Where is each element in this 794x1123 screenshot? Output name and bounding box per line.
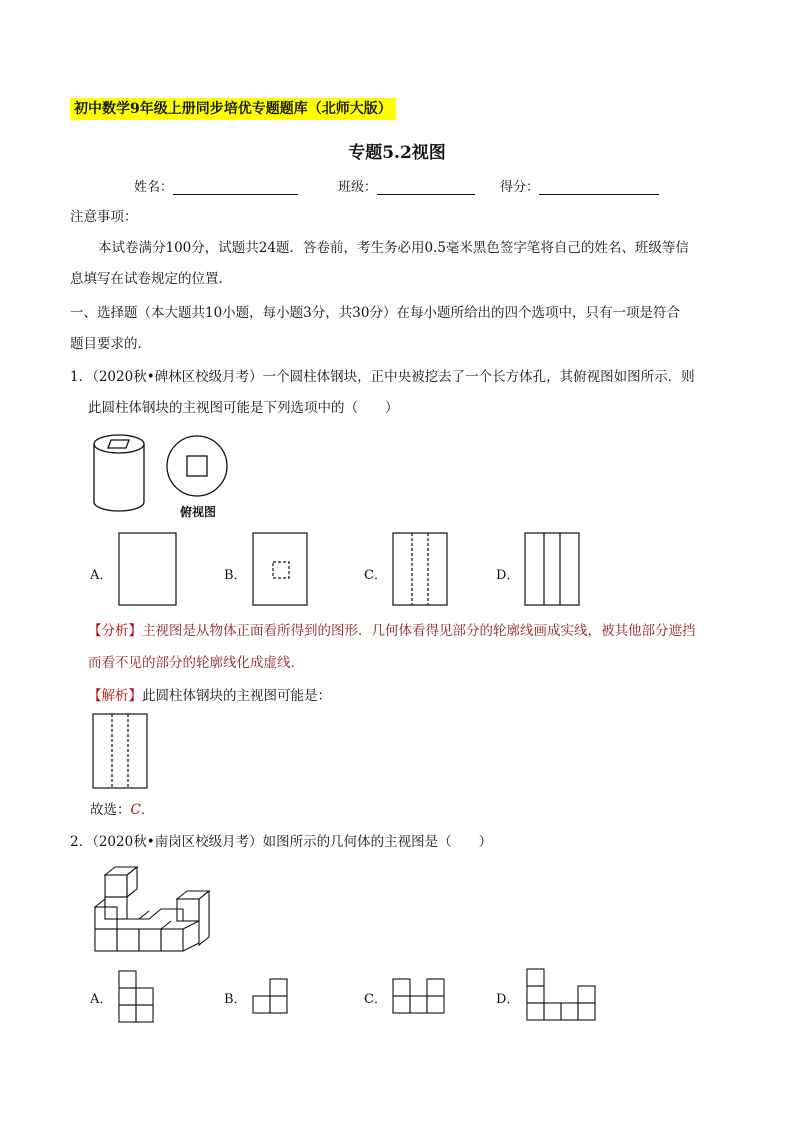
solution-text: 此圆柱体钢块的主视图可能是： <box>142 688 331 704</box>
name-label: 姓名： <box>134 180 174 195</box>
class-blank <box>377 180 475 195</box>
q2-option-c-figure <box>392 978 448 1016</box>
top-view-caption: 俯视图 <box>180 505 217 519</box>
q1-option-a-label: A． <box>90 568 113 583</box>
q2-option-d-label: D． <box>496 992 520 1007</box>
q1-cylinder-figure <box>90 430 250 520</box>
q1-line-2: 此圆柱体钢块的主视图可能是下列选项中的（ ） <box>88 400 399 416</box>
q1-option-d-figure <box>524 532 584 607</box>
q2-option-c-label: C． <box>364 992 387 1007</box>
score-label: 得分： <box>500 180 540 195</box>
q1-analysis-line-2: 而看不见的部分的轮廓线化成虚线． <box>88 655 304 671</box>
name-blank <box>173 180 298 195</box>
notice-line-2: 息填写在试卷规定的位置． <box>70 271 232 287</box>
notice-line-1: 本试卷满分100分，试题共24题．答卷前，考生务必用0.5毫米黑色签字笔将自己的姓名、班级等信 <box>98 240 689 256</box>
q1-option-d-label: D． <box>496 568 520 583</box>
notice-label: 注意事项： <box>70 209 138 225</box>
cylinder-drawing <box>94 435 144 511</box>
section1-line-1: 一、选择题（本大题共10小题，每小题3分，共30分）在每小题所给出的四个选项中，只有一项是符合 <box>70 305 680 321</box>
section1-line-2: 题目要求的． <box>70 336 151 352</box>
series-header: 初中数学9年级上册同步培优专题题库（北师大版） <box>70 98 396 120</box>
class-field <box>338 176 475 195</box>
q2-option-b-figure <box>252 978 292 1016</box>
q1-option-c-figure <box>392 532 452 607</box>
q1-option-c-label: C． <box>364 568 387 583</box>
q2-option-d-figure <box>526 968 602 1024</box>
q1-solution-line <box>88 685 331 707</box>
solution-tag: 【解析】 <box>88 688 142 704</box>
answer-value: C． <box>130 802 155 818</box>
q2-line-1: 2．（2020秋•南岗区校级月考）如图所示的几何体的主视图是（ ） <box>70 834 493 850</box>
analysis-tag: 【分析】 <box>88 623 142 639</box>
page-title: 专题5.2视图 <box>348 143 446 163</box>
q1-solution-figure <box>92 713 152 791</box>
q2-option-a-figure <box>118 970 158 1024</box>
class-label: 班级： <box>338 180 378 195</box>
top-view-drawing <box>167 436 227 496</box>
q2-option-a-label: A． <box>90 992 113 1007</box>
q2-option-b-label: B． <box>224 992 247 1007</box>
q2-cube-figure <box>94 864 214 956</box>
name-field <box>134 176 298 195</box>
q1-line-1: 1．（2020秋•碑林区校级月考）一个圆柱体钢块，正中央被挖去了一个长方体孔，其俯视图如图所示．则 <box>70 369 695 385</box>
q1-analysis-line-1 <box>88 620 696 642</box>
q1-option-b-label: B． <box>224 568 247 583</box>
q1-answer-line <box>90 799 154 821</box>
q1-option-a-figure <box>118 532 178 607</box>
score-field <box>500 176 659 195</box>
answer-prefix: 故选： <box>90 802 131 818</box>
score-blank <box>539 180 659 195</box>
q1-option-b-figure <box>252 532 312 607</box>
analysis-text-1: 主视图是从物体正面看所得到的图形．几何体看得见部分的轮廓线画成实线，被其他部分遮挡 <box>142 623 696 639</box>
